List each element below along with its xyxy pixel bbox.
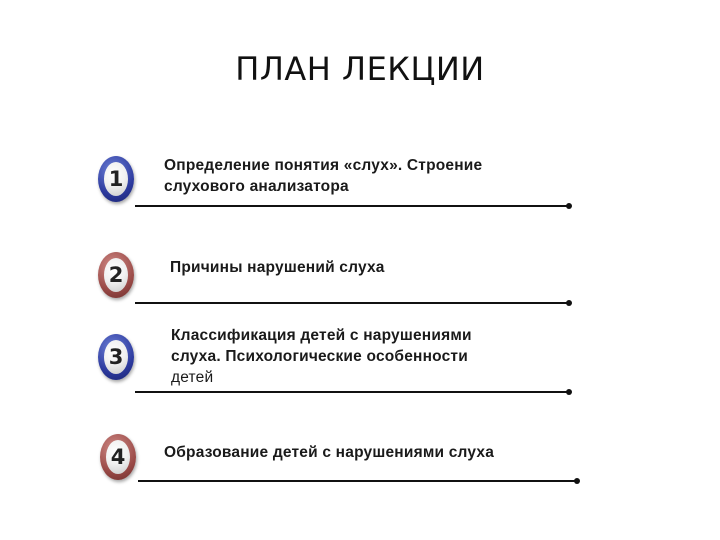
agenda-item	[0, 150, 720, 230]
agenda-item	[0, 432, 720, 512]
agenda-item	[0, 250, 720, 330]
item-text-line: слуха. Психологические особенности	[171, 348, 468, 365]
underline-endpoint	[566, 389, 572, 395]
badge-number: 2	[104, 258, 128, 292]
agenda-item	[0, 327, 720, 410]
item-text-line: детей	[171, 369, 214, 386]
number-badge	[100, 434, 136, 480]
item-underline	[135, 391, 568, 393]
item-text	[164, 442, 494, 463]
item-underline	[135, 205, 568, 207]
item-text-line: Определение понятия «слух». Строение	[164, 157, 483, 174]
item-text	[171, 325, 472, 388]
underline-endpoint	[566, 203, 572, 209]
underline-endpoint	[574, 478, 580, 484]
item-text	[164, 155, 482, 197]
badge-number: 3	[104, 340, 128, 374]
item-underline	[135, 302, 568, 304]
underline-endpoint	[566, 300, 572, 306]
number-badge	[98, 334, 134, 380]
item-text-line: Образование детей с нарушениями слуха	[164, 444, 495, 461]
badge-number: 1	[104, 162, 128, 196]
item-text	[170, 257, 385, 278]
number-badge	[98, 252, 134, 298]
item-text-line: Классификация детей с нарушениями	[171, 327, 472, 344]
item-underline	[138, 480, 576, 482]
number-badge	[98, 156, 134, 202]
badge-number: 4	[106, 440, 130, 474]
item-text-line: Причины нарушений слуха	[170, 259, 385, 276]
item-text-line: слухового анализатора	[164, 178, 349, 195]
slide-title: ПЛАН ЛЕКЦИИ	[235, 50, 485, 88]
